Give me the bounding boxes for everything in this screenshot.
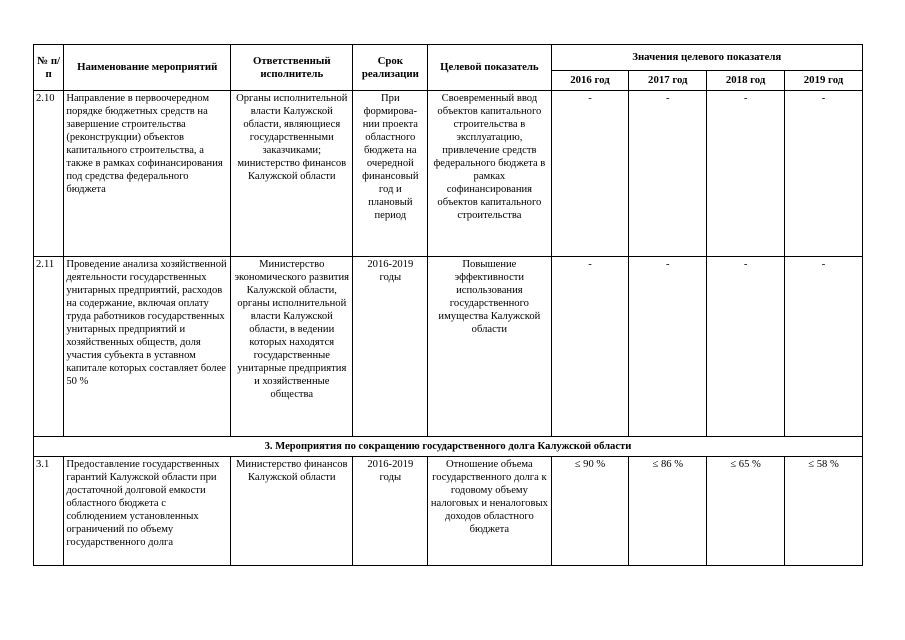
value-cell: ≤ 86 % — [629, 457, 707, 566]
header-year: 2018 год — [707, 71, 785, 91]
measures-table — [33, 44, 863, 566]
value-cell: - — [785, 91, 863, 257]
header-year: 2019 год — [785, 71, 863, 91]
target-cell: Отношение объема государственного долга к годовому объему налоговых и неналоговых доходов областного бюджета — [428, 457, 551, 566]
value-cell: - — [785, 257, 863, 437]
value-cell: - — [551, 257, 629, 437]
header-num: № п/п — [34, 45, 64, 91]
header-name: Наименование мероприятий — [64, 45, 231, 91]
measure-name: Предоставление государственных гарантий Калужской области при достаточной долговой емкости областного бюджета с соблюдением установленных ограничений по объему государственного долга — [64, 457, 231, 566]
row-number: 2.10 — [34, 91, 64, 257]
value-cell: - — [551, 91, 629, 257]
table-row — [34, 91, 863, 257]
value-cell: - — [629, 91, 707, 257]
value-cell: ≤ 90 % — [551, 457, 629, 566]
term-cell: 2016-2019 годы — [353, 457, 428, 566]
header-row — [34, 45, 863, 71]
value-cell: ≤ 58 % — [785, 457, 863, 566]
measure-name: Проведение анализа хозяйственной деятельности государственных унитарных предприятий, расходов на содержание, включая оплату труда работников государственных унитарных предприятий и хозяйственных обществ, доля участия субъекта в уставном капитале которых составляет более 50 % — [64, 257, 231, 437]
term-cell: 2016-2019 годы — [353, 257, 428, 437]
table-row — [34, 257, 863, 437]
header-year: 2016 год — [551, 71, 629, 91]
header-term: Срок реализации — [353, 45, 428, 91]
row-number: 3.1 — [34, 457, 64, 566]
header-executor: Ответственный исполнитель — [231, 45, 353, 91]
value-cell: - — [707, 91, 785, 257]
target-cell: Своевременный ввод объектов капитального строительства в эксплуатацию, привлечение средств федерального бюджета в рамках софинансирования объектов капитального строительства — [428, 91, 551, 257]
target-cell: Повышение эффективности использования государственного имущества Калужской области — [428, 257, 551, 437]
header-target: Целевой показатель — [428, 45, 551, 91]
section-header-row — [34, 437, 863, 457]
table-row — [34, 457, 863, 566]
header-year: 2017 год — [629, 71, 707, 91]
executor-cell: Органы исполнительной власти Калужской области, являющиеся государственными заказчиками; министерство финансов Калужской области — [231, 91, 353, 257]
term-cell: При формирова-нии проекта областного бюджета на очередной финансовый год и плановый период — [353, 91, 428, 257]
document-page — [33, 44, 863, 566]
row-number: 2.11 — [34, 257, 64, 437]
section-title: 3. Мероприятия по сокращению государственного долга Калужской области — [34, 437, 863, 457]
value-cell: ≤ 65 % — [707, 457, 785, 566]
executor-cell: Министерство экономического развития Калужской области, органы исполнительной власти Калужской области, в ведении которых находятся государственные унитарные предприятия и хозяйственные общества — [231, 257, 353, 437]
measure-name: Направление в первоочередном порядке бюджетных средств на завершение строительства (реконструкции) объектов капитального строительства, а также в рамках софинансирования под средства федерального бюджета — [64, 91, 231, 257]
value-cell: - — [707, 257, 785, 437]
executor-cell: Министерство финансов Калужской области — [231, 457, 353, 566]
header-values-group: Значения целевого показателя — [551, 45, 862, 71]
value-cell: - — [629, 257, 707, 437]
